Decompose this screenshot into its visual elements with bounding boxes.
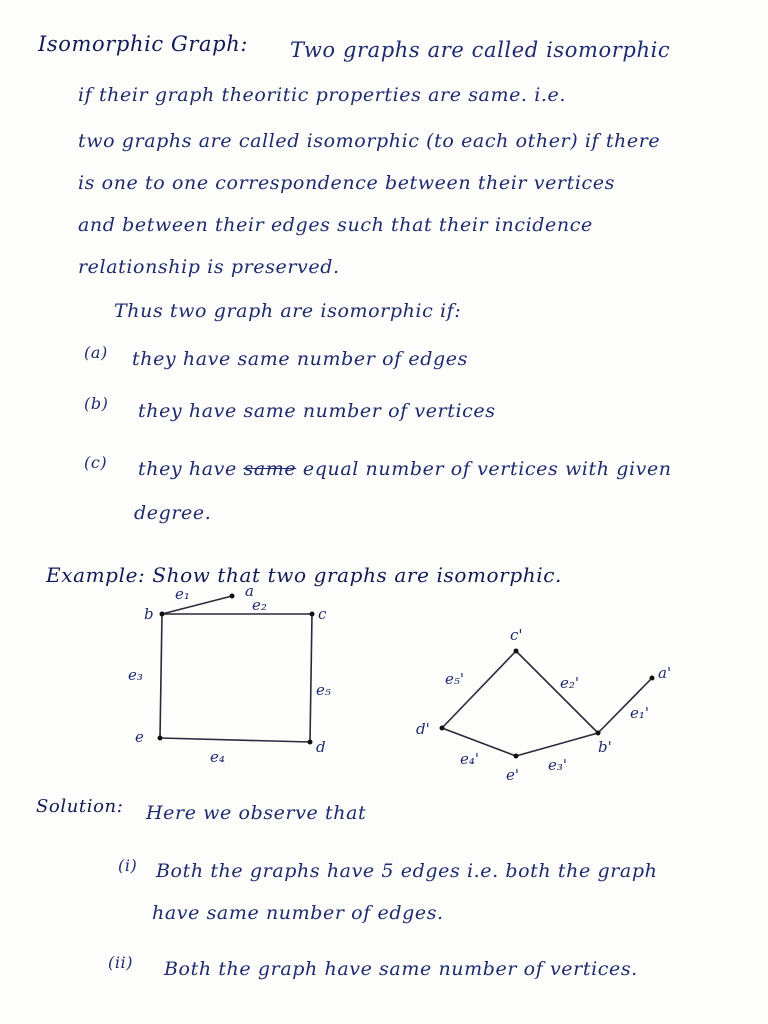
solution-ii-text: Both the graph have same number of vertices. [164, 958, 638, 980]
definition-line-3: two graphs are called isomorphic (to each other) if there [78, 130, 661, 152]
solution-ii-marker: (ii) [108, 953, 134, 972]
condition-a-marker: (a) [84, 343, 108, 362]
graph1-vertex-b [160, 612, 165, 617]
graph2-label-e5: e₅' [445, 670, 465, 688]
graph2-vertex-b [596, 731, 601, 736]
graph2-label-e2: e₂' [560, 674, 580, 692]
graph1-label-e5: e₅ [316, 681, 331, 699]
graph2-label-a: a' [658, 664, 672, 682]
solution-intro: Here we observe that [146, 802, 367, 824]
graph2-label-b: b' [598, 738, 612, 756]
conditions-intro: Thus two graph are isomorphic if: [114, 300, 462, 322]
definition-line-4: is one to one correspondence between their vertices [78, 172, 615, 194]
graph1-label-e3: e₃ [128, 666, 143, 684]
graph1-vertex-c [310, 612, 315, 617]
graph2-edge-e3 [516, 733, 598, 756]
graph2-label-e1: e₁' [630, 704, 650, 722]
condition-c-struck: same [243, 458, 297, 480]
condition-c-post: equal number of vertices with given [302, 458, 672, 480]
condition-c-marker: (c) [84, 453, 108, 472]
graph1-edge-e1 [162, 596, 232, 614]
definition-line-5: and between their edges such that their incidence [78, 214, 593, 236]
graph1-label-c: c [318, 605, 327, 623]
graph2-vertex-a [650, 676, 655, 681]
graph1-label-e1: e₁ [175, 585, 190, 603]
example-heading: Example: Show that two graphs are isomorphic. [46, 563, 562, 587]
graph1-label-d: d [316, 738, 326, 756]
graph1-vertex-d [308, 740, 313, 745]
graph1-label-e: e [135, 728, 144, 746]
graph2-label-e3: e₃' [548, 756, 568, 774]
solution-heading: Solution: [36, 796, 124, 817]
graph2-label-d: d' [416, 720, 430, 738]
graph1-vertex-a [230, 594, 235, 599]
graph2-label-e4: e₄' [460, 750, 480, 768]
graph2-vertex-d [440, 726, 445, 731]
definition-line-6: relationship is preserved. [78, 256, 340, 278]
graph1-edge-e4 [160, 738, 310, 742]
condition-c-pre: they have [138, 458, 237, 480]
solution-i-text: Both the graphs have 5 edges i.e. both the graph [156, 860, 658, 882]
graph1-label-b: b [144, 605, 154, 623]
graph2-label-c: c' [510, 626, 523, 644]
solution-i-marker: (i) [118, 856, 138, 875]
graph2-label-e: e' [506, 766, 520, 784]
graph1-edge-e3 [160, 614, 162, 738]
graph1-label-e4: e₄ [210, 748, 225, 766]
solution-i-continued: have same number of edges. [152, 902, 444, 924]
graph2-vertex-e [514, 754, 519, 759]
graph1-edge-e5 [310, 614, 312, 742]
definition-title: Isomorphic Graph: [38, 32, 249, 56]
condition-b-text: they have same number of vertices [138, 400, 496, 422]
condition-a-text: they have same number of edges [132, 348, 468, 370]
definition-line-2: if their graph theoritic properties are same. i.e. [78, 84, 567, 106]
graph2-edge-e5 [442, 651, 516, 728]
graph1-label-e2: e₂ [252, 596, 267, 614]
graph1-vertex-e [158, 736, 163, 741]
graph2-edge-e2 [516, 651, 598, 733]
graph2-vertex-c [514, 649, 519, 654]
condition-b-marker: (b) [84, 394, 109, 413]
definition-line-1: Two graphs are called isomorphic [290, 38, 671, 62]
graph1-label-a: a [245, 582, 254, 600]
condition-c-continued: degree. [134, 502, 212, 524]
